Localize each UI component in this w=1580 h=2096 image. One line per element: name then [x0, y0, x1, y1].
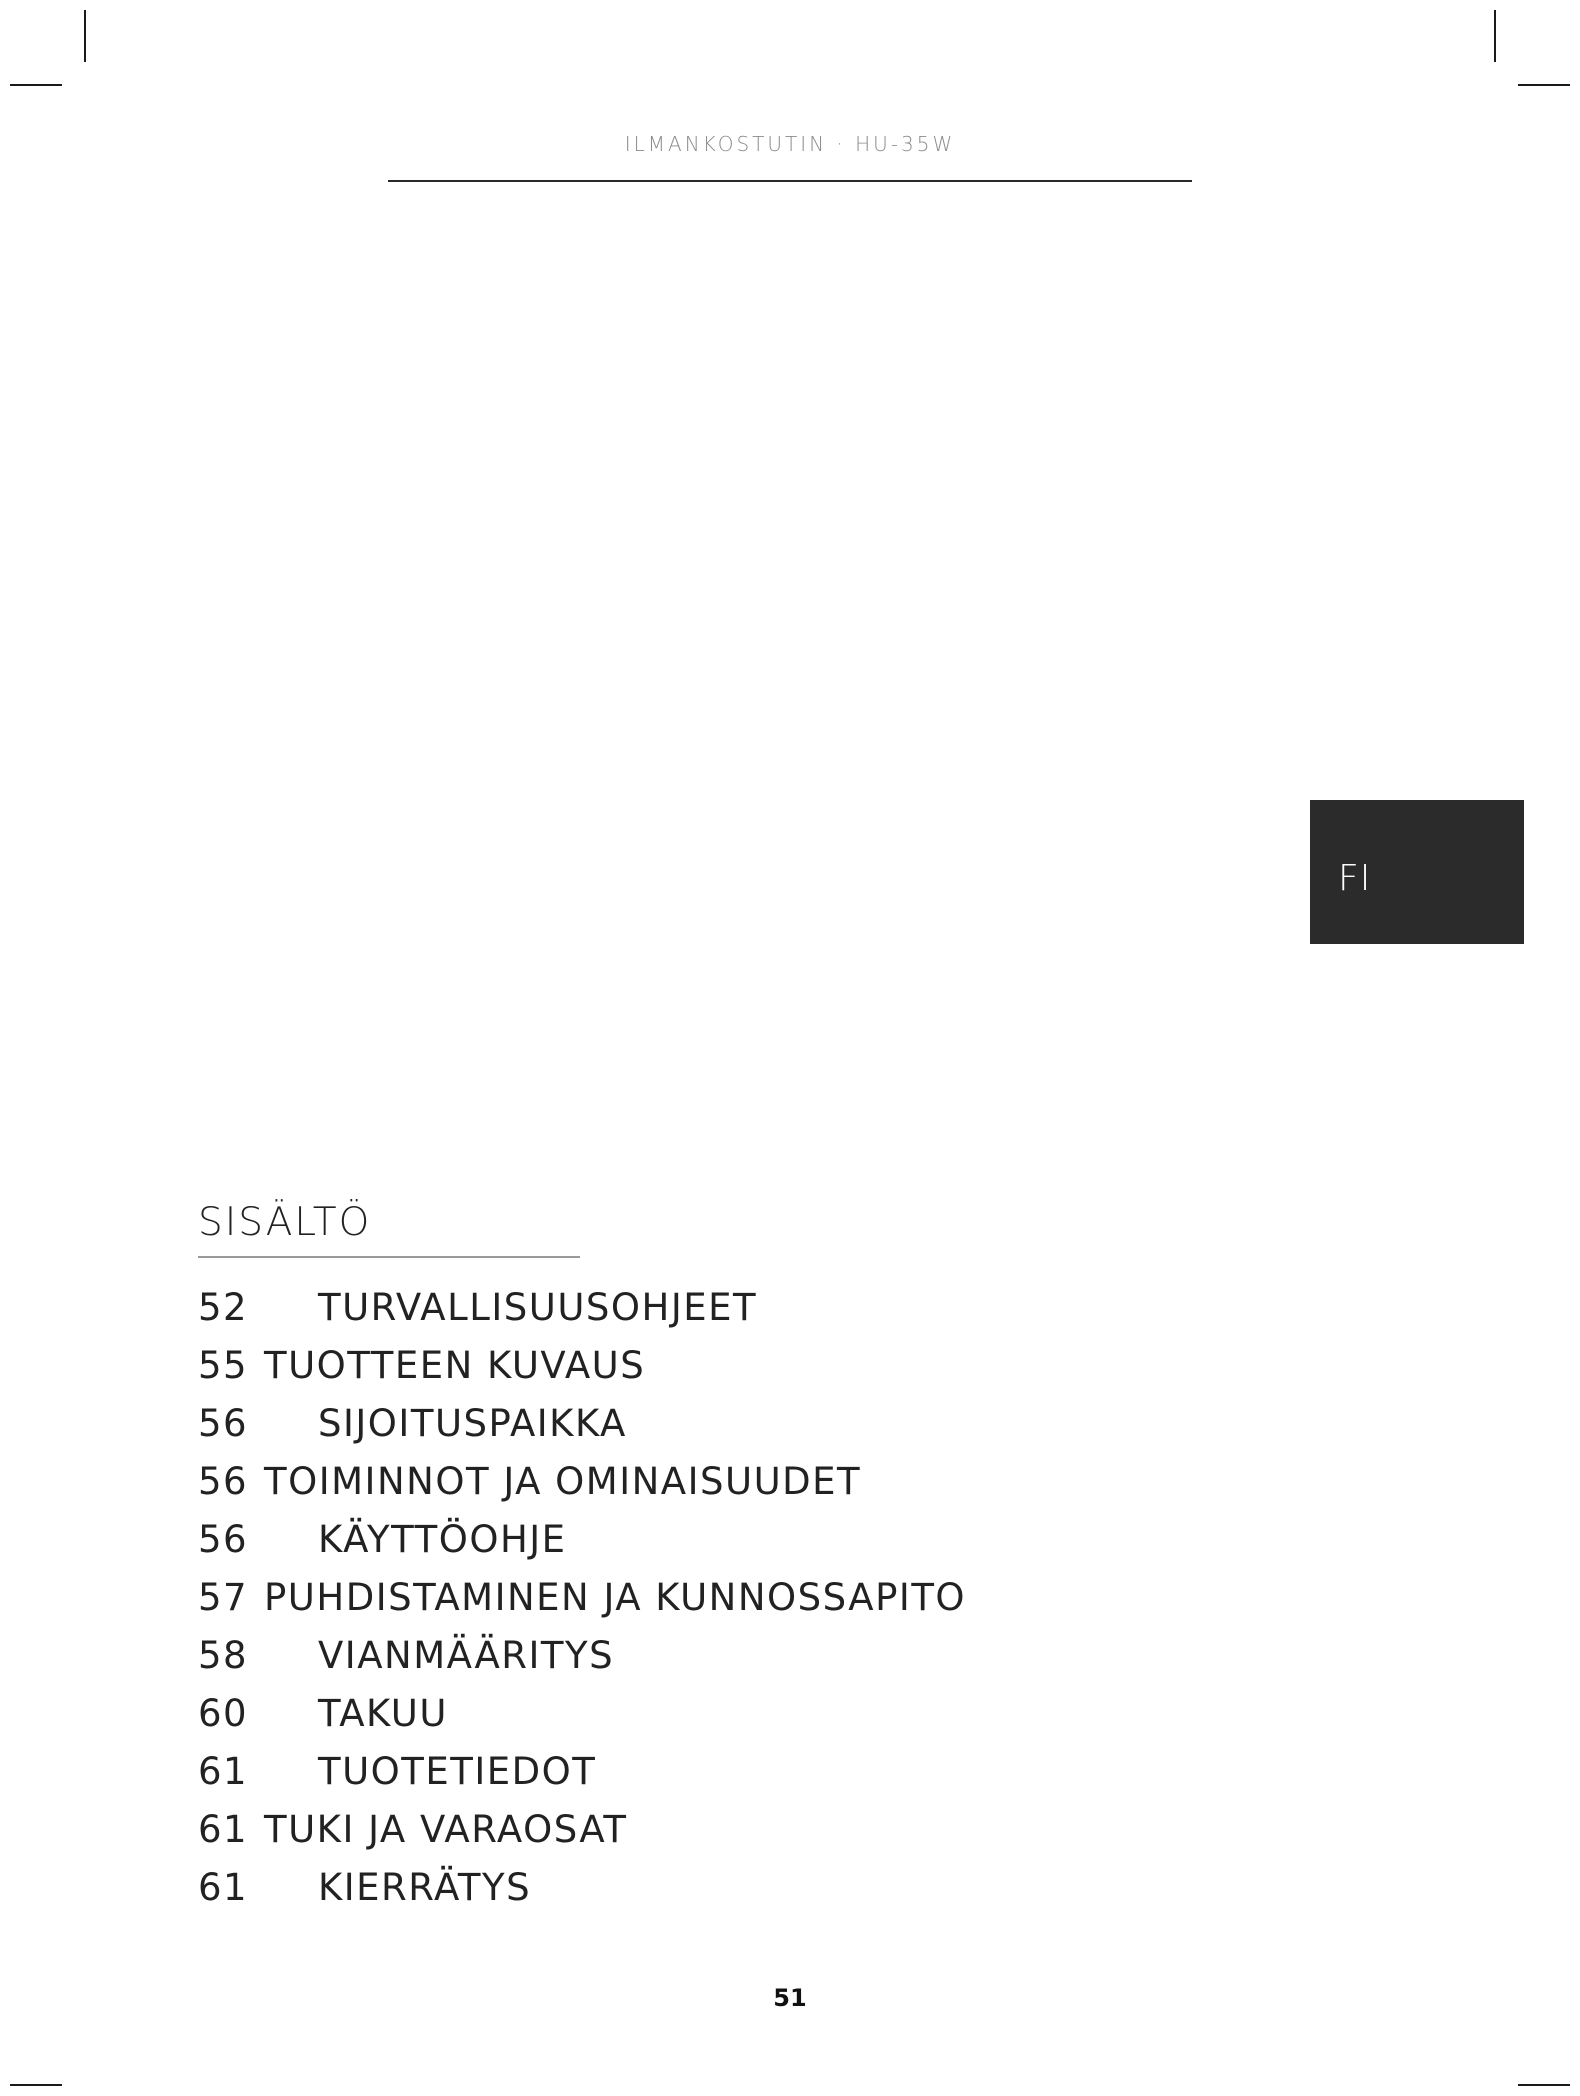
toc-item — [198, 1684, 966, 1742]
crop-mark-bottom-right-horizontal — [1518, 2084, 1570, 2086]
crop-mark-top-right-vertical — [1494, 10, 1496, 62]
toc-item — [198, 1858, 966, 1916]
toc-item — [198, 1800, 966, 1858]
toc-item — [198, 1394, 966, 1452]
language-tab — [1310, 800, 1524, 944]
toc-page-number: 61 — [198, 1807, 249, 1851]
toc-rule — [198, 1256, 580, 1258]
toc-item — [198, 1510, 966, 1568]
toc-list — [198, 1278, 966, 1916]
page-number: 51 — [773, 1984, 807, 2012]
toc-label: TUOTETIEDOT — [318, 1749, 597, 1793]
crop-mark-top-right-horizontal — [1518, 84, 1570, 86]
toc-item — [198, 1452, 966, 1510]
toc-label: KIERRÄTYS — [318, 1865, 532, 1909]
toc-title: SISÄLTÖ — [198, 1200, 372, 1245]
toc-item — [198, 1278, 966, 1336]
crop-mark-top-left-vertical — [84, 10, 86, 62]
running-header: ILMANKOSTUTIN · HU-35W — [624, 132, 956, 156]
toc-label: TAKUU — [318, 1691, 448, 1735]
toc-page-number: 57 — [198, 1575, 249, 1619]
toc-label: SIJOITUSPAIKKA — [318, 1401, 627, 1445]
toc-page-number: 60 — [198, 1691, 249, 1735]
toc-page-number: 56 — [198, 1401, 249, 1445]
toc-item — [198, 1568, 966, 1626]
toc-label: TOIMINNOT JA OMINAISUUDET — [264, 1459, 862, 1503]
toc-page-number: 55 — [198, 1343, 249, 1387]
toc-page-number: 58 — [198, 1633, 249, 1677]
toc-label: VIANMÄÄRITYS — [318, 1633, 615, 1677]
toc-page-number: 56 — [198, 1459, 249, 1503]
toc-label: TUKI JA VARAOSAT — [264, 1807, 628, 1851]
language-tab-label: FI — [1338, 858, 1372, 899]
header-rule — [388, 180, 1192, 182]
toc-page-number: 56 — [198, 1517, 249, 1561]
toc-item — [198, 1336, 966, 1394]
toc-label: TUOTTEEN KUVAUS — [264, 1343, 646, 1387]
toc-item — [198, 1742, 966, 1800]
toc-label: TURVALLISUUSOHJEET — [318, 1285, 758, 1329]
toc-page-number: 61 — [198, 1865, 249, 1909]
toc-item — [198, 1626, 966, 1684]
toc-page-number: 52 — [198, 1285, 249, 1329]
crop-mark-top-left-horizontal — [10, 84, 62, 86]
toc-label: KÄYTTÖOHJE — [318, 1517, 567, 1561]
crop-mark-bottom-left-horizontal — [10, 2084, 62, 2086]
toc-page-number: 61 — [198, 1749, 249, 1793]
toc-label: PUHDISTAMINEN JA KUNNOSSAPITO — [264, 1575, 967, 1619]
